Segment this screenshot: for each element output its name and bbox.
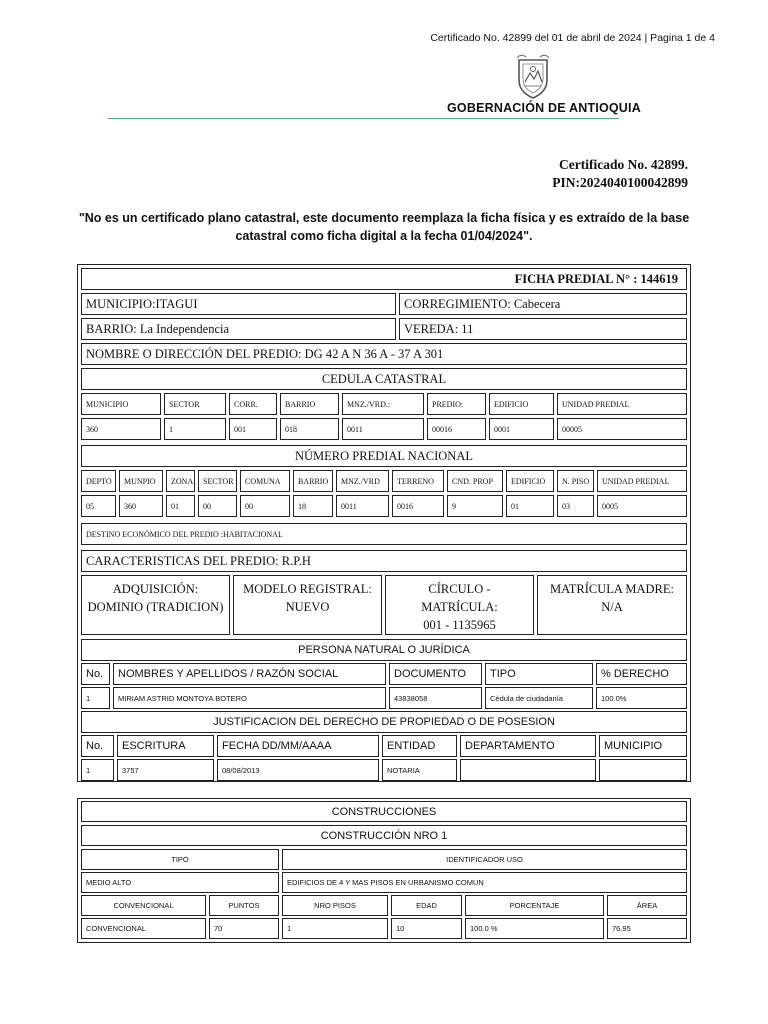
persona-header-cell: % DERECHO (596, 663, 687, 685)
justificacion-value-row (81, 759, 687, 781)
cedula-title-row (81, 368, 687, 390)
persona-natural-title: PERSONA NATURAL O JURÍDICA (81, 639, 687, 661)
npn-value-cell: 03 (557, 495, 594, 517)
justificacion-header-row (81, 735, 687, 757)
cedula-value-cell: 0011 (342, 418, 424, 440)
construccion-header-cell: PORCENTAJE (465, 895, 604, 916)
construccion-detail-value-row (81, 918, 687, 939)
persona-title-row (81, 639, 687, 661)
government-name: GOBERNACIÓN DE ANTIOQUIA (447, 101, 641, 115)
cedula-value-cell: 001 (229, 418, 277, 440)
construccion-tipo-header-row (81, 849, 687, 870)
justificacion-value-cell: NOTARIA (382, 759, 457, 781)
justificacion-value-cell (599, 759, 687, 781)
cedula-header-cell: SECTOR (164, 393, 226, 415)
construccion-subtitle-row (81, 825, 687, 846)
disclaimer-line-1: "No es un certificado plano catastral, este documento reemplaza la ficha física y es extraído de la base (78, 211, 690, 225)
npn-value-cell: 0016 (392, 495, 444, 517)
justificacion-value-cell: 1 (81, 759, 114, 781)
corregimiento-field: CORREGIMIENTO: Cabecera (399, 293, 687, 315)
construccion-header-cell: EDAD (391, 895, 462, 916)
persona-value-cell: 43838058 (389, 687, 482, 709)
barrio-field: BARRIO: La Independencia (81, 318, 396, 340)
npn-value-cell: 00 (240, 495, 290, 517)
municipio-field: MUNICIPIO:ITAGUI (81, 293, 396, 315)
persona-header-cell: DOCUMENTO (389, 663, 482, 685)
tipo-header: TIPO (81, 849, 279, 870)
npn-header-cell: MUNPIO (119, 470, 163, 492)
caracteristicas-detail-row (81, 575, 687, 635)
npn-header-cell: N. PISO (557, 470, 594, 492)
cedula-value-cell: 00005 (557, 418, 687, 440)
cedula-value-cell: 018 (280, 418, 339, 440)
tipo-value: MEDIO ALTO (81, 872, 279, 893)
direccion-row (81, 343, 687, 365)
npn-header-cell: DEPTO (81, 470, 116, 492)
npn-value-cell: 0005 (597, 495, 687, 517)
caracteristicas-title: CARACTERISTICAS DEL PREDIO: R.P.H (81, 550, 687, 572)
npn-header-cell: CND. PROP (447, 470, 503, 492)
justificacion-value-cell: 3757 (117, 759, 214, 781)
justificacion-header-cell: MUNICIPIO (599, 735, 687, 757)
justificacion-header-cell: FECHA DD/MM/AAAA (217, 735, 379, 757)
disclaimer-line-2: catastral como ficha digital a la fecha 01/04/2024". (235, 229, 533, 243)
justificacion-title: JUSTIFICACION DEL DERECHO DE PROPIEDAD O DE POSESION (81, 711, 687, 733)
matricula-label: MATRÍCULA: (421, 600, 498, 614)
npn-header-row (81, 470, 687, 492)
construccion-value-cell: 70 (209, 918, 279, 939)
cedula-value-row (81, 418, 687, 440)
justificacion-title-row (81, 711, 687, 733)
cedula-header-cell: BARRIO (280, 393, 339, 415)
modelo-registral-label: MODELO REGISTRAL: (243, 582, 372, 596)
npn-header-cell: TERRENO (392, 470, 444, 492)
construcciones-table (77, 798, 691, 943)
justificacion-value-cell: 08/08/2013 (217, 759, 379, 781)
construcciones-title-row (81, 801, 687, 822)
municipio-row (81, 293, 687, 315)
construccion-value-cell: 10 (391, 918, 462, 939)
disclaimer-notice (78, 209, 690, 245)
construccion-number-title: CONSTRUCCIÓN NRO 1 (81, 825, 687, 846)
cedula-header-cell: PREDIO: (427, 393, 486, 415)
cedula-catastral-title: CEDULA CATASTRAL (81, 368, 687, 390)
destino-row (81, 523, 687, 545)
direccion-field: NOMBRE O DIRECCIÓN DEL PREDIO: DG 42 A N 36 A - 37 A 301 (81, 343, 687, 365)
cedula-value-cell: 00016 (427, 418, 486, 440)
modelo-registral-cell (233, 575, 382, 635)
justificacion-value-cell (460, 759, 596, 781)
npn-header-cell: ZONA (166, 470, 195, 492)
matricula-madre-cell (537, 575, 687, 635)
npn-value-cell: 9 (447, 495, 503, 517)
persona-value-cell: 100.0% (596, 687, 687, 709)
justificacion-header-cell: DEPARTAMENTO (460, 735, 596, 757)
identificador-uso-value: EDIFICIOS DE 4 Y MAS PISOS EN URBANISMO COMUN (282, 872, 687, 893)
justificacion-header-cell: ESCRITURA (117, 735, 214, 757)
destino-economico-field: DESTINO ECONÓMICO DEL PREDIO :HABITACIONAL (81, 523, 687, 545)
npn-title-row (81, 445, 687, 467)
npn-value-cell: 18 (293, 495, 333, 517)
persona-value-cell: MIRIAM ASTRID MONTOYA BOTERO (113, 687, 386, 709)
cedula-header-cell: CORR. (229, 393, 277, 415)
npn-header-cell: SECTOR (198, 470, 237, 492)
persona-value-row (81, 687, 687, 709)
npn-header-cell: MNZ./VRD (336, 470, 389, 492)
adquisicion-cell (81, 575, 230, 635)
certificate-header-line: Certificado No. 42899 del 01 de abril de 2024 | Pagina 1 de 4 (430, 32, 715, 44)
cedula-header-cell: EDIFICIO (489, 393, 554, 415)
modelo-registral-value: NUEVO (285, 600, 330, 614)
cedula-value-cell: 0001 (489, 418, 554, 440)
circulo-label: CÍRCULO - (428, 582, 491, 596)
cedula-header-cell: UNIDAD PREDIAL (557, 393, 687, 415)
construccion-header-cell: NRO PISOS (282, 895, 388, 916)
justificacion-header-cell: ENTIDAD (382, 735, 457, 757)
persona-header-cell: No. (81, 663, 110, 685)
adquisicion-value: DOMINIO (TRADICION) (87, 600, 224, 614)
justificacion-header-cell: No. (81, 735, 114, 757)
header-divider (108, 118, 619, 119)
caracteristicas-title-row (81, 550, 687, 572)
barrio-row (81, 318, 687, 340)
construccion-tipo-value-row (81, 872, 687, 893)
circulo-matricula-cell (385, 575, 534, 635)
persona-value-cell: Cédula de ciudadanía (485, 687, 593, 709)
npn-value-cell: 05 (81, 495, 116, 517)
npn-value-cell: 0011 (336, 495, 389, 517)
pin-number: PIN:2024040100042899 (552, 175, 688, 190)
persona-header-row (81, 663, 687, 685)
ficha-predial-number: FICHA PREDIAL N° : 144619 (81, 268, 687, 290)
matricula-madre-value: N/A (601, 600, 623, 614)
cedula-header-cell: MNZ./VRD.: (342, 393, 424, 415)
ficha-predial-table (77, 264, 691, 782)
npn-header-cell: EDIFICIO (506, 470, 554, 492)
persona-value-cell: 1 (81, 687, 110, 709)
certificate-number: Certificado No. 42899. (559, 157, 688, 172)
vereda-field: VEREDA: 11 (399, 318, 687, 340)
persona-header-cell: TIPO (485, 663, 593, 685)
construccion-value-cell: 100.0 % (465, 918, 604, 939)
adquisicion-label: ADQUISICIÓN: (112, 582, 199, 596)
numero-predial-title: NÚMERO PREDIAL NACIONAL (81, 445, 687, 467)
npn-header-cell: UNIDAD PREDIAL (597, 470, 687, 492)
identificador-uso-header: IDENTIFICADOR USO (282, 849, 687, 870)
persona-header-cell: NOMBRES Y APELLIDOS / RAZÓN SOCIAL (113, 663, 386, 685)
npn-value-row (81, 495, 687, 517)
construcciones-title: CONSTRUCCIONES (81, 801, 687, 822)
matricula-madre-label: MATRÍCULA MADRE: (550, 582, 674, 596)
cedula-value-cell: 1 (164, 418, 226, 440)
construccion-detail-header-row (81, 895, 687, 916)
npn-value-cell: 01 (506, 495, 554, 517)
construccion-value-cell: 76.95 (607, 918, 687, 939)
npn-value-cell: 01 (166, 495, 195, 517)
ficha-title-row (81, 268, 687, 290)
coat-of-arms-icon (513, 52, 553, 100)
npn-header-cell: BARRIO (293, 470, 333, 492)
npn-value-cell: 360 (119, 495, 163, 517)
certificate-number-block (552, 156, 688, 192)
cedula-value-cell: 360 (81, 418, 161, 440)
construccion-header-cell: CONVENCIONAL (81, 895, 206, 916)
construccion-header-cell: ÁREA (607, 895, 687, 916)
cedula-header-row (81, 393, 687, 415)
circulo-matricula-value: 001 - 1135965 (423, 618, 496, 632)
construccion-header-cell: PUNTOS (209, 895, 279, 916)
npn-header-cell: COMUNA (240, 470, 290, 492)
construccion-value-cell: CONVENCIONAL (81, 918, 206, 939)
construccion-value-cell: 1 (282, 918, 388, 939)
npn-value-cell: 00 (198, 495, 237, 517)
cedula-header-cell: MUNICIPIO (81, 393, 161, 415)
